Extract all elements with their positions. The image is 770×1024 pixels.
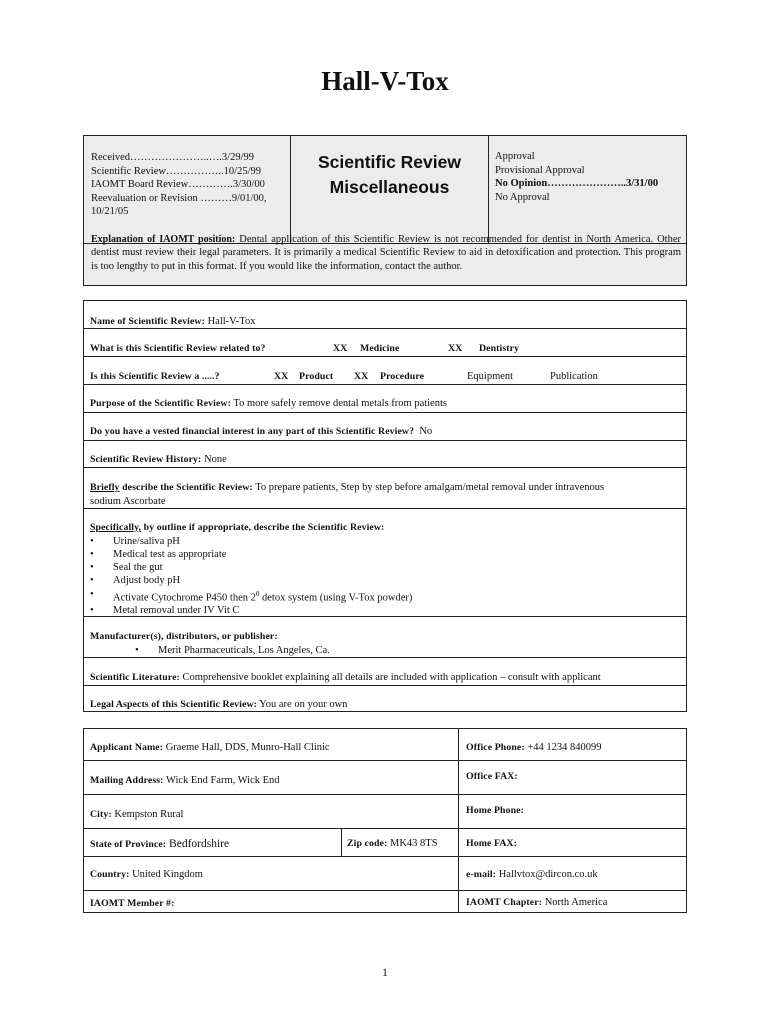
mailing-address-cell xyxy=(90,775,280,786)
zip-value: MK43 8TS xyxy=(387,838,438,849)
city-cell xyxy=(90,809,183,820)
list-item: • Adjust body pH xyxy=(90,574,412,587)
literature-label: Scientific Literature: xyxy=(90,672,180,683)
office-phone-value: +44 1234 840099 xyxy=(524,742,602,753)
related-to-row xyxy=(90,343,680,354)
review-category xyxy=(291,150,488,200)
review-name-row xyxy=(90,316,255,327)
row-sep xyxy=(83,412,687,413)
office-phone-label: Office Phone: xyxy=(466,742,525,753)
literature-value: Comprehensive booklet explaining all details are included with application – consult with applicant xyxy=(179,672,601,683)
related-medicine-mark: XX xyxy=(333,343,348,354)
city-value: Kempston Rural xyxy=(111,809,184,820)
applicant-col-divider xyxy=(458,728,459,913)
zip-col-divider xyxy=(341,828,342,856)
home-phone-cell xyxy=(466,805,524,816)
list-item: • Metal removal under IV Vit C xyxy=(90,604,412,617)
purpose-row xyxy=(90,398,447,409)
applicant-name-cell xyxy=(90,742,330,753)
briefly-value: To prepare patients, Step by step before amalgam/metal removal under intravenous xyxy=(252,482,605,493)
mailing-address-value: Wick End Farm, Wick End xyxy=(163,775,280,786)
review-name-value: Hall-V-Tox xyxy=(204,316,256,327)
related-dentistry-mark: XX xyxy=(448,343,463,354)
legal-value: You are on your own xyxy=(256,699,348,710)
explanation-text: Dental application of this Scientific Review is not recommended for dentist in North America. Other dentist must review their legal parameters. It is primarily a medical Scientific Review to aid in detoxification and protection. This program is too lengthy to put in this format. If you would like the information, contact the author. xyxy=(91,234,681,272)
type-publication: Publication xyxy=(550,371,598,382)
email-label: e-mail: xyxy=(466,869,497,880)
state-label: State of Province: xyxy=(90,839,167,850)
row-sep xyxy=(83,440,687,441)
purpose-value: To more safely remove dental metals from patients xyxy=(230,398,447,409)
literature-row xyxy=(90,672,601,683)
country-label: Country: xyxy=(90,869,130,880)
date-revision: 10/21/05 xyxy=(91,206,129,217)
date-received: Received…………………..….3/29/99 xyxy=(91,152,255,163)
office-fax-cell xyxy=(466,771,518,782)
header-divider-2 xyxy=(488,135,489,244)
row-sep xyxy=(83,794,687,795)
status-no-approval: No Approval xyxy=(495,191,550,203)
date-scientific-review: Scientific Review……………..10/25/99 xyxy=(91,165,262,177)
city-label: City: xyxy=(90,809,112,820)
status-no-opinion: No Opinion…………………..3/31/00 xyxy=(495,178,659,189)
briefly-row xyxy=(90,481,604,508)
briefly-value-cont: sodium Ascorbate xyxy=(90,495,166,507)
date-board-review: IAOMT Board Review………….3/30/00 xyxy=(91,179,265,190)
step-5-text: Activate Cytochrome P450 then 2 xyxy=(113,592,256,604)
history-label: Scientific Review History: xyxy=(90,454,202,465)
explanation-label: Explanation of IAOMT position: xyxy=(91,234,236,245)
category-line-1: Scientific Review xyxy=(318,152,461,172)
list-item: • Merit Pharmaceuticals, Los Angeles, Ca. xyxy=(135,644,330,657)
zip-cell xyxy=(347,838,438,849)
mailing-address-label: Mailing Address: xyxy=(90,775,164,786)
step-5-sup: 0 xyxy=(255,589,260,598)
chapter-label: IAOMT Chapter: xyxy=(466,897,543,908)
chapter-cell xyxy=(466,897,607,908)
specifically-row xyxy=(90,521,412,618)
row-sep xyxy=(83,657,687,658)
email-value: Hallvtox@dircon.co.uk xyxy=(496,869,598,880)
manufacturer-label: Manufacturer(s), distributors, or publisher: xyxy=(90,631,278,642)
applicant-name-label: Applicant Name: xyxy=(90,742,164,753)
step-5-rest: detox system (using V-Tox powder) xyxy=(259,592,413,604)
review-name-label: Name of Scientific Review: xyxy=(90,316,205,327)
history-value: None xyxy=(201,454,227,465)
type-procedure: Procedure xyxy=(380,371,425,382)
applicant-name-value: Graeme Hall, DDS, Munro-Hall Clinic xyxy=(163,742,330,753)
state-cell xyxy=(90,838,229,850)
row-sep xyxy=(83,828,687,829)
list-item: • Seal the gut xyxy=(90,561,412,574)
review-type-row xyxy=(90,371,680,382)
home-phone-label: Home Phone: xyxy=(466,805,524,816)
list-item: • Urine/saliva pH xyxy=(90,535,412,548)
history-row xyxy=(90,454,227,465)
member-number-label: IAOMT Member #: xyxy=(90,898,175,909)
status-approval: Approval xyxy=(495,151,535,162)
page-number: 1 xyxy=(382,965,388,979)
purpose-label: Purpose of the Scientific Review: xyxy=(90,398,231,409)
briefly-label: describe the Scientific Review: xyxy=(119,482,253,493)
row-sep xyxy=(83,890,687,891)
list-item: • Medical test as appropriate xyxy=(90,548,412,561)
review-dates xyxy=(91,151,286,219)
vested-interest-value: No xyxy=(419,426,433,437)
legal-row xyxy=(90,699,347,710)
row-sep xyxy=(83,467,687,468)
zip-label: Zip code: xyxy=(347,838,388,849)
row-sep xyxy=(83,760,687,761)
date-reevaluation: Reevaluation or Revision ………9/01/00, xyxy=(91,192,267,204)
row-sep xyxy=(83,384,687,385)
applicant-table xyxy=(83,728,687,913)
row-sep xyxy=(83,328,687,329)
related-dentistry: Dentistry xyxy=(479,343,520,354)
specifically-underlined: Specifically, xyxy=(90,522,142,533)
status-provisional: Provisional Approval xyxy=(495,164,585,176)
country-value: United Kingdom xyxy=(129,869,203,880)
briefly-underlined: Briefly xyxy=(90,482,120,493)
related-medicine: Medicine xyxy=(360,343,400,354)
row-sep xyxy=(83,356,687,357)
row-sep xyxy=(83,685,687,686)
review-type-label: Is this Scientific Review a .....? xyxy=(90,371,220,382)
state-value: Bedfordshire xyxy=(166,838,230,850)
type-product: Product xyxy=(299,371,334,382)
manufacturer-list xyxy=(135,644,330,657)
iaomt-explanation xyxy=(91,232,681,273)
approval-status xyxy=(495,150,683,204)
email-cell xyxy=(466,869,598,880)
member-number-cell xyxy=(90,898,174,909)
manufacturer-row xyxy=(90,630,330,657)
specifically-label: by outline if appropriate, describe the Scientific Review: xyxy=(141,522,385,533)
category-line-2: Miscellaneous xyxy=(329,177,450,197)
row-sep xyxy=(83,508,687,509)
related-to-label: What is this Scientific Review related to? xyxy=(90,343,266,354)
office-fax-label: Office FAX: xyxy=(466,771,518,782)
type-equipment: Equipment xyxy=(467,371,514,382)
procedure-steps xyxy=(90,535,412,618)
office-phone-cell xyxy=(466,742,602,753)
chapter-value: North America xyxy=(542,897,608,908)
country-cell xyxy=(90,869,203,880)
vested-interest-row xyxy=(90,426,432,437)
row-sep xyxy=(83,856,687,857)
home-fax-label: Home FAX: xyxy=(466,838,518,849)
type-procedure-mark: XX xyxy=(354,371,369,382)
home-fax-cell xyxy=(466,838,517,849)
list-item xyxy=(90,588,412,605)
vested-interest-label: Do you have a vested financial interest in any part of this Scientific Review? xyxy=(90,426,415,437)
legal-label: Legal Aspects of this Scientific Review: xyxy=(90,699,257,710)
type-product-mark: XX xyxy=(274,371,289,382)
document-title: Hall-V-Tox xyxy=(321,66,449,96)
